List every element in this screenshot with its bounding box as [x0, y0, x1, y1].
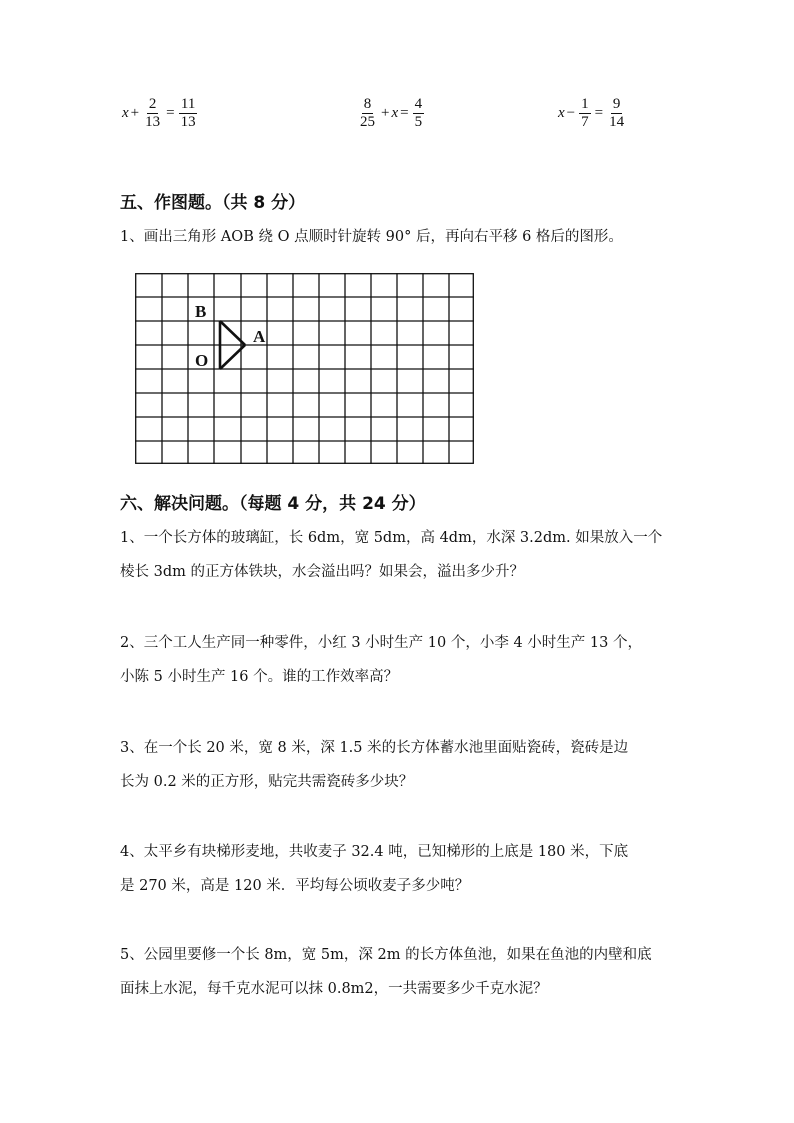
numerator: 2 [147, 96, 159, 114]
numerator: 9 [611, 96, 623, 114]
equals-sign: = [400, 105, 409, 122]
label-a: A [253, 327, 266, 346]
problem-line: 是 270 米，高是 120 米．平均每公顷收麦子多少吨？ [120, 878, 470, 894]
equals-sign: = [166, 105, 175, 122]
problem-line: 棱长 3dm 的正方体铁块，水会溢出吗？如果会，溢出多少升？ [120, 564, 524, 580]
section-5-question-1: 1、画出三角形 AOB 绕 O 点顺时针旋转 90° 后，再向右平移 6 格后的图形。 [120, 229, 623, 245]
label-o: O [195, 351, 209, 370]
problem-line: 1、一个长方体的玻璃缸，长 6dm，宽 5dm，高 4dm，水深 3.2dm. 如果放入一个 [120, 530, 663, 546]
drawing-grid [135, 273, 475, 469]
denominator: 13 [145, 114, 161, 131]
variable-x: x [391, 105, 399, 122]
fraction [579, 96, 591, 132]
fraction [143, 96, 162, 132]
numerator: 1 [579, 96, 591, 114]
fraction [358, 96, 377, 132]
equation-1 [122, 96, 200, 132]
numerator: 8 [362, 96, 374, 114]
denominator: 13 [180, 114, 196, 131]
problem-2 [120, 626, 680, 694]
problem-line: 5、公园里要修一个长 8m，宽 5m，深 2m 的长方体鱼池，如果在鱼池的内壁和底 [120, 947, 652, 963]
denominator: 14 [609, 114, 625, 131]
operator: − [566, 105, 576, 122]
problem-4 [120, 835, 680, 903]
section-6-heading: 六、解决问题。（每题 4 分，共 24 分） [120, 494, 426, 514]
problem-line: 面抹上水泥，每千克水泥可以抹 0.8m2，一共需要多少千克水泥？ [120, 981, 548, 997]
problem-1 [120, 521, 680, 589]
equation-3 [558, 96, 628, 132]
operator: + [130, 105, 140, 122]
grid-svg [135, 273, 475, 465]
problem-line: 长为 0.2 米的正方形，贴完共需瓷砖多少块？ [120, 774, 414, 790]
equals-sign: = [594, 105, 604, 122]
variable-x: x [558, 105, 565, 122]
equation-2 [356, 96, 426, 132]
problem-line: 2、三个工人生产同一种零件，小红 3 小时生产 10 个，小李 4 小时生产 13 个， [120, 635, 642, 651]
denominator: 25 [360, 114, 375, 131]
fraction [607, 96, 626, 132]
fraction [179, 96, 198, 132]
label-b: B [195, 302, 207, 321]
denominator: 7 [581, 114, 589, 131]
problem-3 [120, 731, 680, 799]
section-5-heading: 五、作图题。（共 8 分） [120, 193, 306, 213]
problem-line: 小陈 5 小时生产 16 个。谁的工作效率高？ [120, 669, 399, 685]
variable-x: x [122, 105, 129, 122]
numerator: 4 [413, 96, 425, 114]
problem-line: 4、太平乡有块梯形麦地，共收麦子 32.4 吨，已知梯形的上底是 180 米，下底 [120, 844, 629, 860]
denominator: 5 [414, 114, 423, 131]
operator: + [381, 105, 390, 122]
problem-5 [120, 938, 680, 1006]
fraction [413, 96, 425, 132]
numerator: 11 [179, 96, 197, 114]
problem-line: 3、在一个长 20 米，宽 8 米，深 1.5 米的长方体蓄水池里面贴瓷砖，瓷砖是边 [120, 740, 629, 756]
